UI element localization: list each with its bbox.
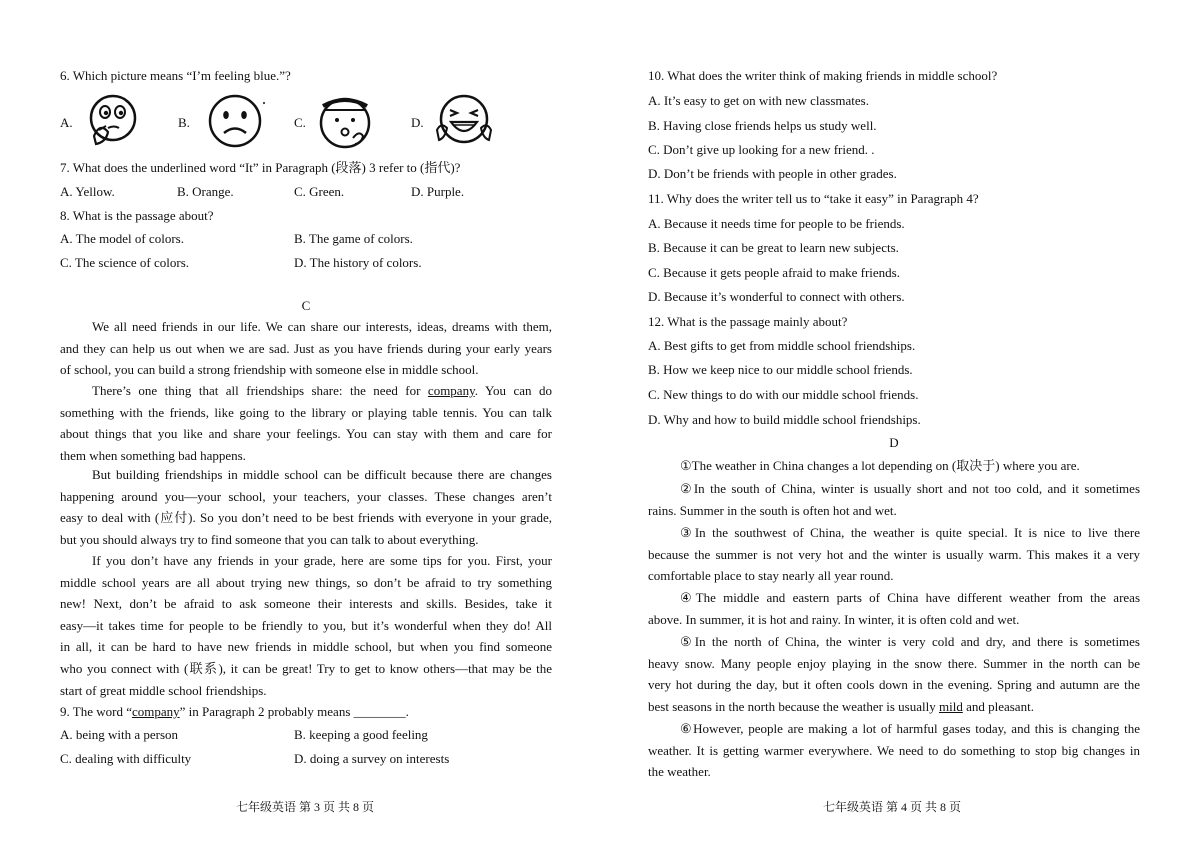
q10-option-b: B. Having close friends helps us study well. [648, 118, 877, 133]
text-line: new! Next, don’t be afraid to ask someone their interests and skills. Besides, take it [60, 596, 552, 612]
q6-option-c-label: C. [294, 115, 306, 130]
text-fragment: 9. The word “ [60, 704, 132, 719]
text-line: middle school years are all about trying new things, so don’t be afraid to try something [60, 574, 552, 590]
q8-option-c: C. The science of colors. [60, 255, 189, 270]
q10-option-a: A. It’s easy to get on with new classmates. [648, 93, 869, 108]
text-line: who you connect with (联系), it can be great! Try to get to know others—that may be the [60, 660, 552, 676]
section-d-title: D [889, 435, 899, 450]
text-line: ④The middle and eastern parts of China have different weather from the areas [680, 590, 1140, 605]
text-line [648, 696, 1140, 718]
text-line: the weather. [648, 764, 711, 780]
text-line: ②In the south of China, winter is usually short and not too cold, and it sometimes [680, 481, 1140, 496]
q9-option-c: C. dealing with difficulty [60, 751, 192, 766]
q12-option-d: D. Why and how to build middle school friendships. [648, 412, 921, 427]
laughing-face-icon [433, 92, 495, 148]
underlined-word-company: company [131, 704, 180, 719]
q11-option-c: C. Because it gets people afraid to make friends. [648, 265, 900, 280]
text-line: because the summer is not very hot and the winter is usually warm. This makes it a very [648, 546, 1140, 562]
passage-c-paragraph-1 [60, 316, 552, 381]
question-11-stem: 11. Why does the writer tell us to “take it easy” in Paragraph 4? [648, 191, 979, 206]
text-line: and they can help us out when we are sad. Just as you have friends during your early years [60, 340, 552, 356]
text-line: But building friendships in middle school can be difficult because there are changes [92, 467, 552, 482]
question-8-stem: 8. What is the passage about? [60, 208, 214, 223]
q9-option-d: D. doing a survey on interests [294, 751, 450, 766]
passage-c-paragraph-2 [60, 380, 552, 466]
q10-option-d: D. Don’t be friends with people in other grades. [648, 166, 897, 181]
text-fragment: best seasons in the north because the weather is usually [648, 698, 939, 714]
question-9-stem [60, 704, 409, 720]
text-fragment: and pleasant. [962, 698, 1034, 714]
question-7-stem: 7. What does the underlined word “It” in Paragraph (段落) 3 refer to (指代)? [60, 160, 461, 175]
text-line: We all need friends in our life. We can share our interests, ideas, dreams with them, [92, 319, 552, 334]
q11-option-b: B. Because it can be great to learn new subjects. [648, 240, 899, 255]
q11-option-a: A. Because it needs time for people to be friends. [648, 216, 905, 231]
text-line: them when something bad happens. [60, 447, 246, 463]
q8-option-b: B. The game of colors. [294, 231, 413, 246]
text-line: comfortable place to stay nearly all year round. [648, 568, 894, 584]
text-line: very hot during the day, but it often cools down in the evening. Spring and autumn are the [648, 677, 1140, 693]
page-footer-left: 七年级英语 第 3 页 共 8 页 [236, 800, 375, 814]
q7-option-d: D. Purple. [411, 184, 465, 199]
q8-option-d: D. The history of colors. [294, 255, 422, 270]
text-fragment: . You can do [474, 383, 552, 398]
text-line: If you don’t have any friends in your grade, here are some tips for you. First, your [92, 553, 552, 568]
question-12-stem: 12. What is the passage mainly about? [648, 314, 848, 329]
text-line: above. In summer, it is hot and rainy. In winter, it is often cold and wet. [648, 611, 1020, 627]
text-fragment: ” in Paragraph 2 probably means ________. [179, 704, 409, 719]
q6-option-a-label: A. [60, 115, 73, 130]
text-line: ⑤In the north of China, the winter is very cold and dry, and there is sometimes [680, 634, 1140, 649]
q7-option-a: A. Yellow. [60, 184, 115, 199]
q7-option-c: C. Green. [294, 184, 345, 199]
text-line: heavy snow. Many people enjoy playing in the snow there. Summer in the north can be [648, 655, 1140, 671]
q12-option-c: C. New things to do with our middle school friends. [648, 387, 919, 402]
nervous-face-icon [315, 92, 375, 150]
text-line: easy—it takes time for people to be friendly to you, but it’s wonderful when they do! All [60, 617, 552, 633]
q6-option-d-label: D. [411, 115, 424, 130]
page-footer-right: 七年级英语 第 4 页 共 8 页 [823, 800, 962, 814]
text-line: of school, you can build a strong friendship with someone else in middle school. [60, 362, 479, 378]
section-c-title: C [301, 298, 311, 313]
q12-option-a: A. Best gifts to get from middle school friendships. [648, 338, 916, 353]
text-line: in all, it can be hard to have new friends in middle school, but when you find someone [60, 639, 552, 655]
passage-d-paragraph-6 [648, 718, 1140, 783]
sad-face-icon [202, 93, 268, 149]
q9-option-b: B. keeping a good feeling [294, 727, 428, 742]
text-line [60, 380, 552, 402]
text-fragment: There’s one thing that all friendships share: the need for [92, 383, 428, 398]
text-line: start of great middle school friendships. [60, 682, 267, 698]
underlined-word-company: company [427, 383, 475, 398]
q6-option-b-label: B. [178, 115, 190, 130]
q8-option-a: A. The model of colors. [60, 231, 184, 246]
passage-d-paragraph-1 [648, 455, 1140, 477]
question-10-stem: 10. What does the writer think of making friends in middle school? [648, 68, 998, 83]
passage-d-paragraph-5 [648, 631, 1140, 717]
q11-option-d: D. Because it’s wonderful to connect with others. [648, 289, 905, 304]
q10-option-c: C. Don’t give up looking for a new friend. . [648, 142, 875, 157]
text-line: about things that you like and share your feelings. You can stay with them and care for [60, 426, 552, 442]
text-line: ⑥However, people are making a lot of harmful gases today, and this is changing the [680, 721, 1140, 736]
passage-d-paragraph-2 [648, 478, 1140, 521]
passage-d-paragraph-3 [648, 522, 1140, 587]
q12-option-b: B. How we keep nice to our middle school friends. [648, 362, 913, 377]
question-6-stem: 6. Which picture means “I’m feeling blue.”? [60, 68, 291, 83]
text-line: something with the friends, like going to the library or playing table tennis. You can talk [60, 404, 552, 420]
text-line: weather. It is getting warmer everywhere. We need to do something to stop big changes in [648, 742, 1140, 758]
q7-option-b: B. Orange. [177, 184, 234, 199]
text-line: happening around you—your school, your teachers, your classes. These changes aren’t [60, 488, 552, 504]
text-line: ③In the southwest of China, the weather is quite special. It is nice to live there [680, 525, 1140, 540]
thinking-face-icon [86, 92, 140, 148]
passage-c-paragraph-4 [60, 550, 552, 701]
text-line: easy to deal with (应付). So you don’t need to be best friends with everyone in your grade, [60, 510, 552, 526]
text-line: but you should always try to find someone that you can talk to about everything. [60, 531, 479, 547]
text-line: ①The weather in China changes a lot depending on (取决于) where you are. [680, 458, 1080, 473]
passage-c-paragraph-3 [60, 464, 552, 550]
text-line: rains. Summer in the south is often hot and wet. [648, 502, 897, 518]
q9-option-a: A. being with a person [60, 727, 179, 742]
underlined-word-mild: mild [938, 698, 963, 714]
passage-d-paragraph-4 [648, 587, 1140, 630]
